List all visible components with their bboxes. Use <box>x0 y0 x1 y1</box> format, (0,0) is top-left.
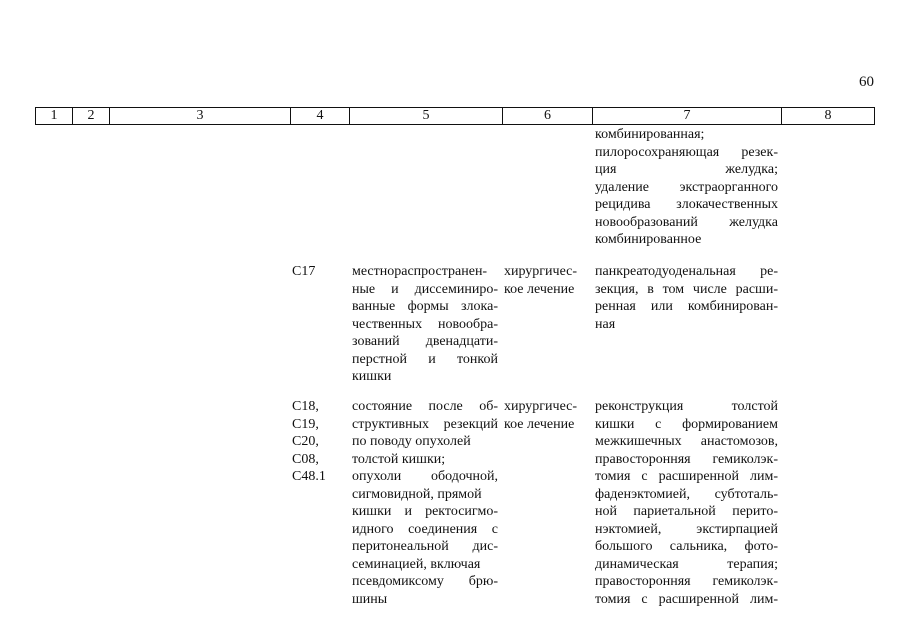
icd-code: C19, <box>292 416 319 432</box>
header-col-5: 5 <box>350 108 503 125</box>
column-number-header <box>35 107 875 125</box>
text-line: правосторонняя гемиколэк- <box>595 451 778 467</box>
text-line: фаденэктомией, субтоталь- <box>595 486 778 502</box>
row1-treatment-method <box>595 263 778 333</box>
row2-treatment-method <box>595 398 778 608</box>
text-line: рецидива злокачественных <box>595 197 778 212</box>
text-line: комбинированная; <box>595 127 705 142</box>
icd-code: C48.1 <box>292 469 326 484</box>
text-line: томия с расширенной лим- <box>595 469 778 484</box>
text-line: хирургичес- <box>504 399 578 414</box>
text-line: перитонеальной дис- <box>352 539 498 554</box>
text-line: панкреатодуоденальная ре- <box>595 264 778 279</box>
text-line: ной париетальной перито- <box>595 504 778 519</box>
text-line: ция желудка; <box>595 162 778 177</box>
text-line: большого сальника, фото- <box>595 539 778 554</box>
row2-diagnosis <box>352 398 498 608</box>
icd-code: C08, <box>292 451 319 467</box>
text-line: пилоросохраняющая резек- <box>595 144 778 160</box>
header-col-8: 8 <box>782 108 875 125</box>
text-line: перстной и тонкой <box>352 351 498 367</box>
text-line: ная <box>595 316 616 332</box>
text-line: кишки <box>352 369 392 384</box>
text-line: удаление экстраорганного <box>595 179 778 195</box>
text-line: идного соединения с <box>352 521 498 537</box>
text-line: зований двенадцати- <box>352 334 498 349</box>
text-line: реконструкция толстой <box>595 399 778 414</box>
row2-icd-codes <box>292 398 344 486</box>
text-line: псевдомиксому брю- <box>352 574 498 589</box>
text-line: местнораспространен- <box>352 264 488 279</box>
text-line: нэктомией, экстирпацией <box>595 521 778 537</box>
header-col-6: 6 <box>503 108 593 125</box>
text-line: кое лечение <box>504 416 575 432</box>
text-line: кишки с формированием <box>595 416 778 432</box>
text-line: ванные формы злока- <box>352 299 498 314</box>
text-line: шины <box>352 591 388 607</box>
page-number: 60 <box>859 74 874 90</box>
header-col-3: 3 <box>110 108 291 125</box>
text-line: ренная или комбинирован- <box>595 299 778 314</box>
text-line: хирургичес- <box>504 264 578 279</box>
text-line: межкишечных анастомозов, <box>595 434 778 449</box>
header-col-1: 1 <box>36 108 73 125</box>
text-line: толстой кишки; <box>352 451 446 467</box>
text-line: правосторонняя гемиколэк- <box>595 574 778 589</box>
icd-code: C20, <box>292 434 319 449</box>
text-line: опухоли ободочной, <box>352 469 498 484</box>
header-col-7: 7 <box>593 108 782 125</box>
row2-treatment-type <box>504 398 590 433</box>
text-line: кое лечение <box>504 281 575 297</box>
text-line: томия с расширенной лим- <box>595 591 778 607</box>
text-line: ные и диссеминиро- <box>352 281 498 297</box>
text-line: структивных резекций <box>352 416 498 432</box>
icd-code: C17 <box>292 264 316 279</box>
continuation-treatment-methods <box>595 126 778 249</box>
text-line: новообразований желудка <box>595 214 778 230</box>
icd-code: C18, <box>292 399 319 414</box>
text-line: состояние после об- <box>352 399 498 414</box>
row1-diagnosis <box>352 263 498 386</box>
text-line: чественных новообра- <box>352 316 498 332</box>
text-line: сигмовидной, прямой <box>352 486 482 502</box>
text-line: кишки и ректосигмо- <box>352 504 498 519</box>
row1-icd-codes <box>292 263 344 281</box>
text-line: комбинированное <box>595 232 702 247</box>
text-line: семинацией, включая <box>352 556 481 572</box>
row1-treatment-type <box>504 263 590 298</box>
text-line: по поводу опухолей <box>352 434 471 449</box>
text-line: зекция, в том числе расши- <box>595 281 778 297</box>
header-col-2: 2 <box>73 108 110 125</box>
header-col-4: 4 <box>291 108 350 125</box>
text-line: динамическая терапия; <box>595 556 778 572</box>
